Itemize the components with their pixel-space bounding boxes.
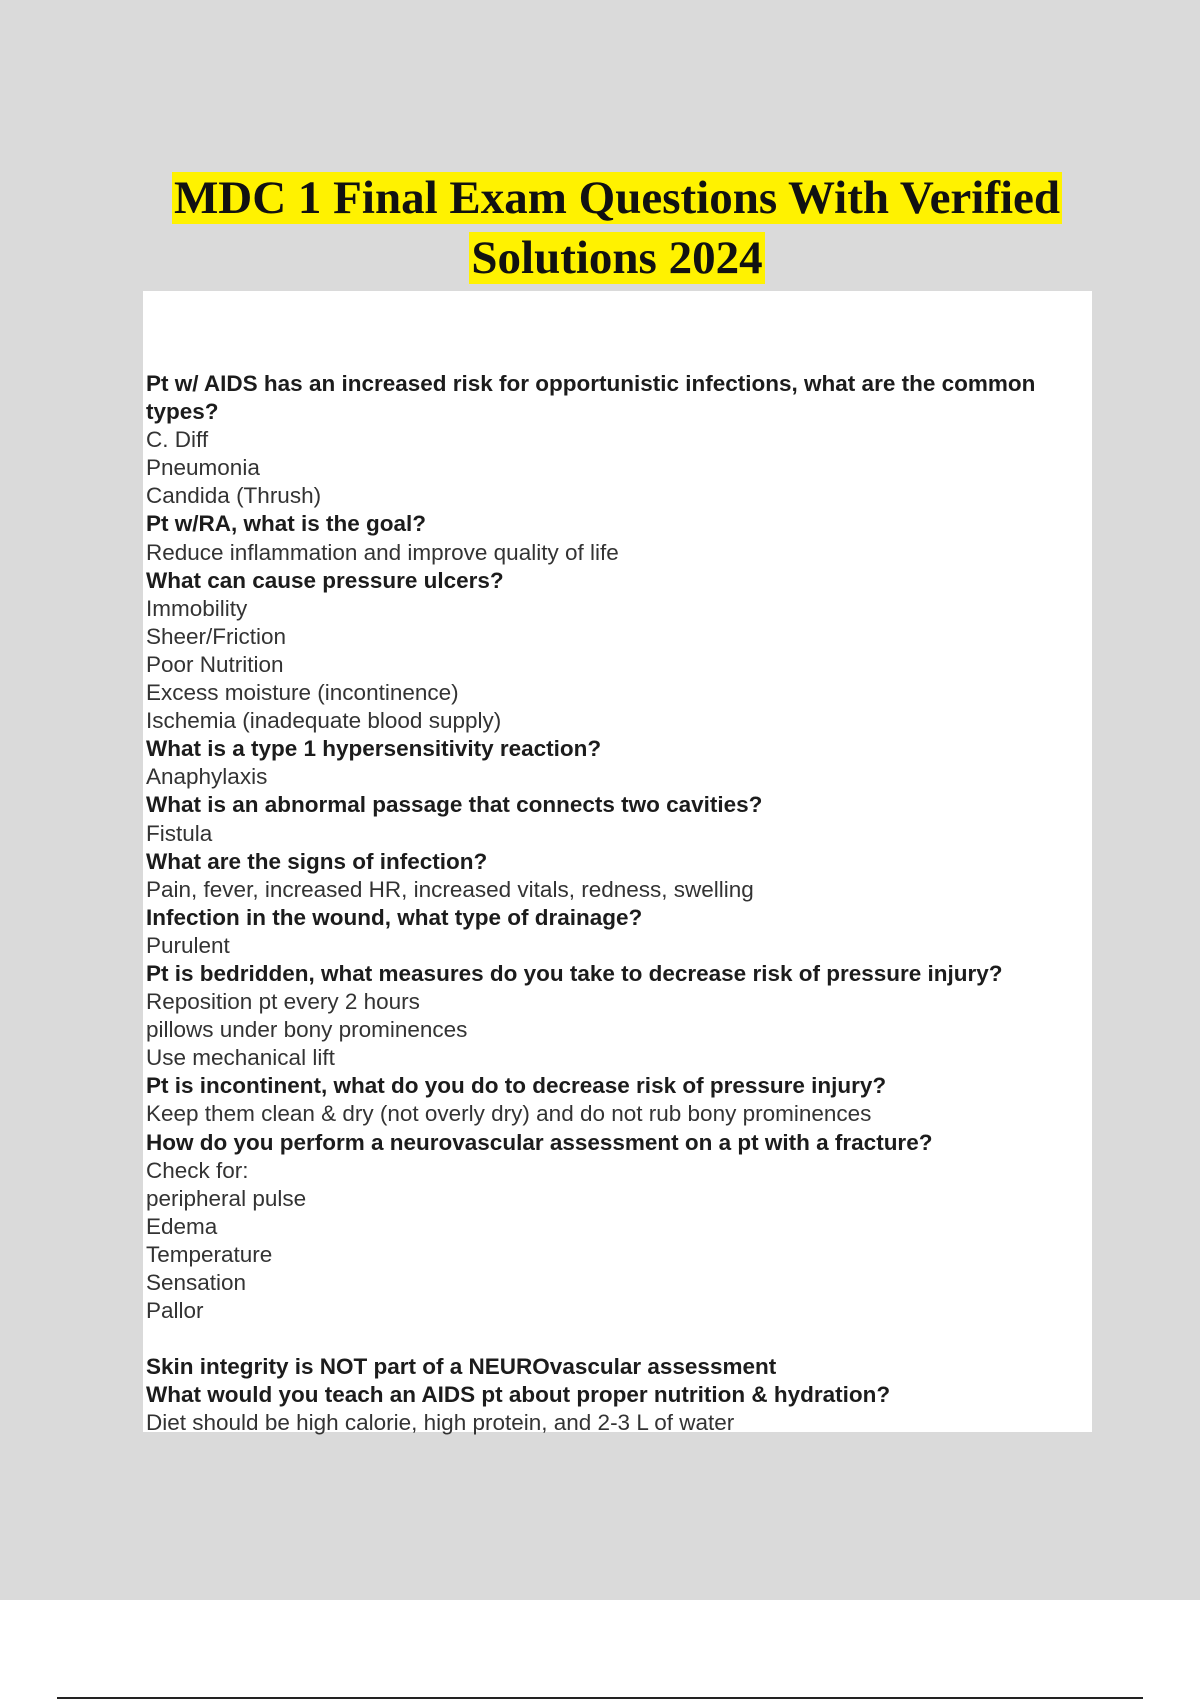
answer-text: Reposition pt every 2 hours — [146, 989, 420, 1015]
title-line-1: MDC 1 Final Exam Questions With Verified — [173, 172, 1061, 224]
answer-text: Fistula — [146, 820, 213, 846]
answer-text: C. Diff — [146, 427, 209, 453]
footer-divider — [57, 1697, 1143, 1699]
question-text: What are the signs of infection? — [146, 848, 488, 874]
answer-text: Pallor — [146, 1298, 204, 1324]
answer-text: Immobility — [146, 595, 248, 621]
answer-text: peripheral pulse — [146, 1185, 307, 1211]
answer-text: Sheer/Friction — [146, 623, 287, 649]
question-text: Pt w/RA, what is the goal? — [146, 511, 427, 537]
answer-text: Check for: — [146, 1157, 249, 1183]
answer-text: Purulent — [146, 932, 230, 958]
answer-text: Pain, fever, increased HR, increased vitals, redness, swelling — [146, 876, 754, 902]
question-text: What can cause pressure ulcers? — [146, 567, 504, 593]
answer-text: Poor Nutrition — [146, 651, 284, 677]
answer-text: Candida (Thrush) — [146, 483, 322, 509]
answer-text: pillows under bony prominences — [146, 1017, 468, 1043]
question-text: How do you perform a neurovascular assessment on a pt with a fracture? — [146, 1129, 933, 1155]
question-text: What is an abnormal passage that connects two cavities? — [146, 792, 763, 818]
question-text: Pt w/ AIDS has an increased risk for opportunistic infections, what are the common types? — [146, 371, 1036, 425]
question-text: Infection in the wound, what type of drainage? — [146, 904, 643, 930]
question-text: What is a type 1 hypersensitivity reaction? — [146, 736, 602, 762]
answer-text: Ischemia (inadequate blood supply) — [146, 708, 502, 734]
document-title — [0, 168, 1200, 288]
question-text: What would you teach an AIDS pt about proper nutrition & hydration? — [146, 1382, 891, 1408]
answer-text: Reduce inflammation and improve quality of life — [146, 539, 619, 565]
answer-text: Diet should be high calorie, high protein, and 2-3 L of water — [146, 1410, 735, 1436]
answer-text: Excess moisture (incontinence) — [146, 680, 459, 706]
answer-text: Pneumonia — [146, 455, 260, 481]
blank-line — [146, 1325, 1086, 1353]
answer-text: Temperature — [146, 1241, 273, 1267]
answer-text: Sensation — [146, 1270, 247, 1295]
question-text: Skin integrity is NOT part of a NEUROvascular assessment — [146, 1354, 777, 1380]
answer-text: Anaphylaxis — [146, 764, 268, 790]
question-text: Pt is incontinent, what do you do to decrease risk of pressure injury? — [146, 1073, 887, 1099]
answer-text: Edema — [146, 1213, 218, 1239]
qa-list — [146, 370, 1086, 1438]
question-text: Pt is bedridden, what measures do you take to decrease risk of pressure injury? — [146, 960, 1003, 986]
answer-text: Use mechanical lift — [146, 1045, 335, 1071]
title-line-2: Solutions 2024 — [471, 232, 763, 284]
answer-text: Keep them clean & dry (not overly dry) and do not rub bony prominences — [146, 1101, 872, 1127]
